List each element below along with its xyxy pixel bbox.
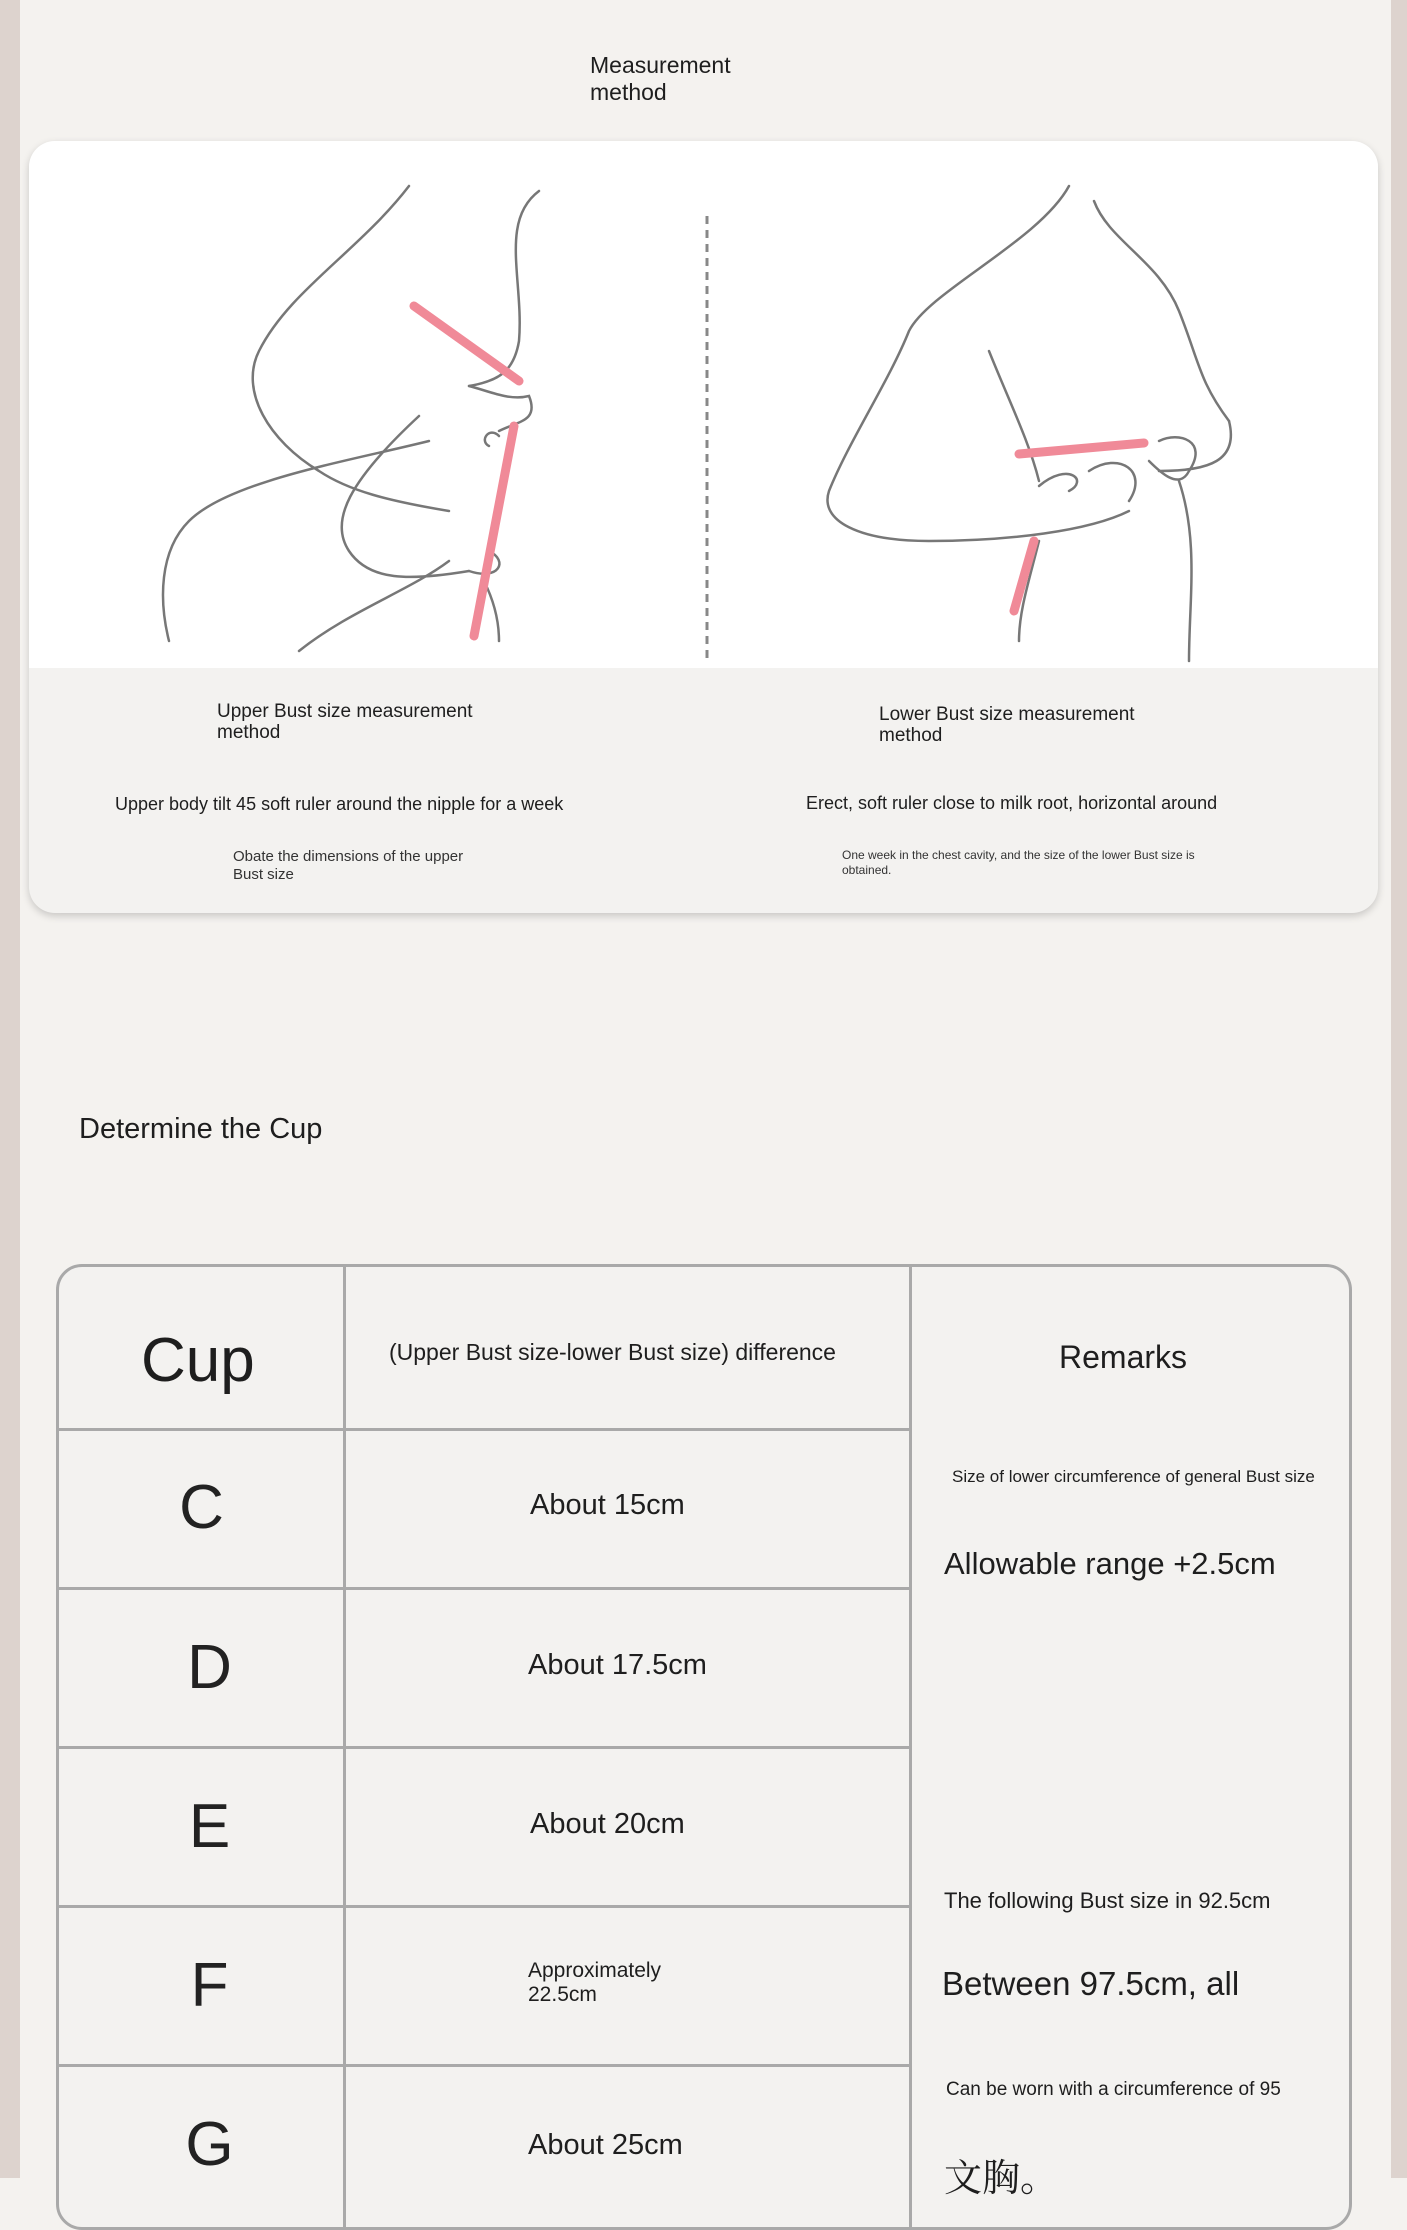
right-edge [1391,0,1407,2178]
left-edge [0,0,20,2178]
remark-text: 文胸。 [944,2158,1059,2200]
upper-bust-method-desc: Upper body tilt 45 soft ruler around the nipple for a week [115,794,564,814]
difference-value: Approximately 22.5cm [528,1959,662,2006]
cup-letter: E [188,1792,231,1861]
row-divider [59,1746,911,1749]
upper-bust-method-note: Obate the dimensions of the upper Bust size [233,848,464,883]
difference-value: About 25cm [528,2129,683,2161]
remark-text: Size of lower circumference of general Bust size [952,1467,1315,1486]
difference-value: About 20cm [530,1808,685,1840]
cup-letter: G [185,2110,234,2179]
row-divider [59,2064,911,2067]
cup-letter: F [190,1951,229,2020]
difference-header: (Upper Bust size-lower Bust size) difference [389,1339,836,1365]
remark-text: The following Bust size in 92.5cm [944,1888,1271,1913]
lower-bust-method-note: One week in the chest cavity, and the size of the lower Bust size is obtained. [842,848,1195,877]
determine-cup-title: Determine the Cup [79,1113,323,1145]
row-divider [59,1905,911,1908]
row-divider [59,1428,911,1431]
remark-text: Allowable range +2.5cm [944,1546,1276,1581]
difference-value: About 15cm [530,1489,685,1521]
measurement-method-card [29,141,1378,913]
row-divider [59,1587,911,1590]
upper-bust-method-title: Upper Bust size measurement method [217,701,473,743]
cup-header: Cup [141,1326,255,1395]
cup-size-table [56,1264,1352,2230]
remark-text: Can be worn with a circumference of 95 [946,2079,1281,2100]
lower-bust-method-title: Lower Bust size measurement method [879,704,1135,746]
cup-letter: D [187,1633,232,1702]
remarks-header: Remarks [1059,1339,1188,1375]
difference-value: About 17.5cm [528,1649,707,1681]
remark-text: Between 97.5cm, all [942,1965,1240,2002]
measurement-illustration [29,141,1378,668]
page-title: Measurement method [590,52,731,105]
cup-letter: C [179,1473,224,1542]
measurement-sketch-image [29,141,1378,668]
lower-bust-method-desc: Erect, soft ruler close to milk root, horizontal around [806,793,1218,813]
